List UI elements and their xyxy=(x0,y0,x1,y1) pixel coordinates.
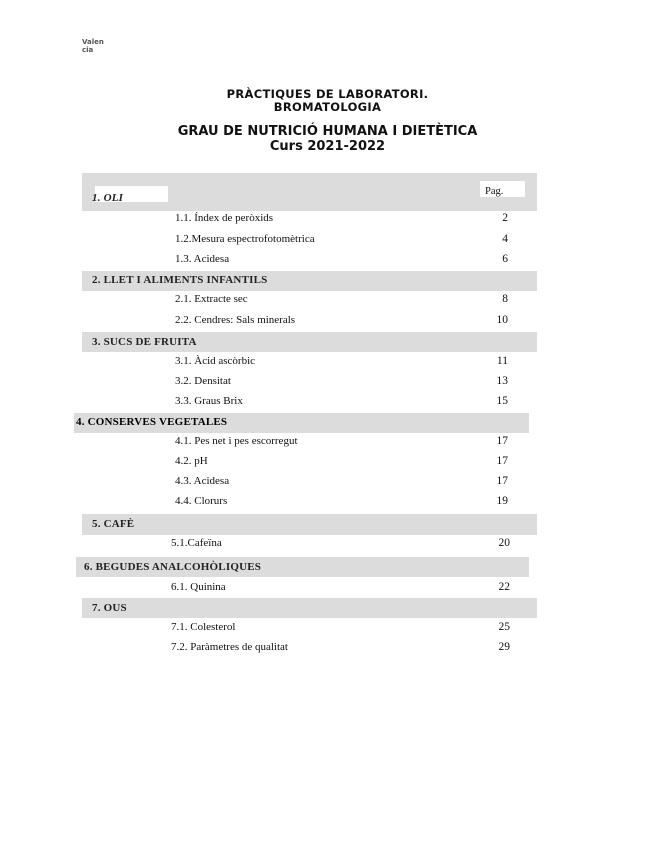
toc-page: 8 xyxy=(502,293,508,305)
toc-page: 17 xyxy=(496,475,508,487)
toc-item: 1.3. Acidesa xyxy=(175,253,230,265)
toc-item: 7.1. Colesterol xyxy=(171,621,236,633)
section-title-2: 2. LLET I ALIMENTS INFANTILS xyxy=(92,274,268,286)
toc-page: 4 xyxy=(502,233,508,245)
title-line-2: BROMATOLOGIA xyxy=(273,100,382,114)
section-title-4: 4. CONSERVES VEGETALES xyxy=(76,416,228,428)
toc-item: 7.2. Paràmetres de qualitat xyxy=(171,641,288,653)
toc-item: 4.2. pH xyxy=(175,455,208,467)
section-title-3: 3. SUCS DE FRUITA xyxy=(92,336,197,348)
section-title-1: 1. OLI xyxy=(92,192,124,204)
toc-page: 13 xyxy=(496,375,508,387)
toc-page: 20 xyxy=(498,537,510,549)
toc-page: 29 xyxy=(498,641,510,653)
toc-page: 2 xyxy=(502,212,508,224)
toc-item: 4.3. Acidesa xyxy=(175,475,230,487)
section-band-7 xyxy=(82,598,537,618)
toc-item: 5.1.Cafeïna xyxy=(171,537,222,549)
toc-item: 6.1. Quinina xyxy=(171,581,226,593)
title-line-1: PRÀCTIQUES DE LABORATORI. xyxy=(226,87,429,101)
toc-item: 2.2. Cendres: Sals minerals xyxy=(175,314,296,326)
logo-line-2: cia xyxy=(82,46,94,54)
toc-page: 22 xyxy=(498,581,510,593)
toc-page: 17 xyxy=(496,435,508,447)
section-title-6: 6. BEGUDES ANALCOHÒLIQUES xyxy=(84,561,262,573)
toc-page: 17 xyxy=(496,455,508,467)
toc-item: 4.4. Clorurs xyxy=(175,495,228,507)
toc-page: 6 xyxy=(502,253,508,265)
document-title xyxy=(0,88,655,114)
toc-page: 15 xyxy=(496,395,508,407)
toc-page: 19 xyxy=(496,495,508,507)
course-year: Curs 2021-2022 xyxy=(269,139,386,154)
toc-item: 1.1. Índex de peròxids xyxy=(175,212,274,224)
toc-item: 1.2.Mesura espectrofotomètrica xyxy=(175,233,315,245)
university-logo xyxy=(82,38,122,54)
toc-page: 25 xyxy=(498,621,510,633)
toc-item: 4.1. Pes net i pes escorregut xyxy=(175,435,298,447)
toc-item: 3.1. Àcid ascòrbic xyxy=(175,355,256,367)
section-title-7: 7. OUS xyxy=(92,602,127,614)
toc-page: 11 xyxy=(496,355,508,367)
page-column-header: Pag. xyxy=(485,186,504,197)
section-title-5: 5. CAFÈ xyxy=(92,518,135,530)
toc-item: 3.2. Densitat xyxy=(175,375,231,387)
toc-item: 2.1. Extracte sec xyxy=(175,293,248,305)
toc-item: 3.3. Graus Brix xyxy=(175,395,243,407)
logo-line-1: Valen xyxy=(82,38,104,46)
degree-name: GRAU DE NUTRICIÓ HUMANA I DIETÈTICA xyxy=(177,124,478,139)
section-band-5 xyxy=(82,514,537,535)
degree-heading xyxy=(0,124,655,154)
toc-page: 10 xyxy=(496,314,508,326)
